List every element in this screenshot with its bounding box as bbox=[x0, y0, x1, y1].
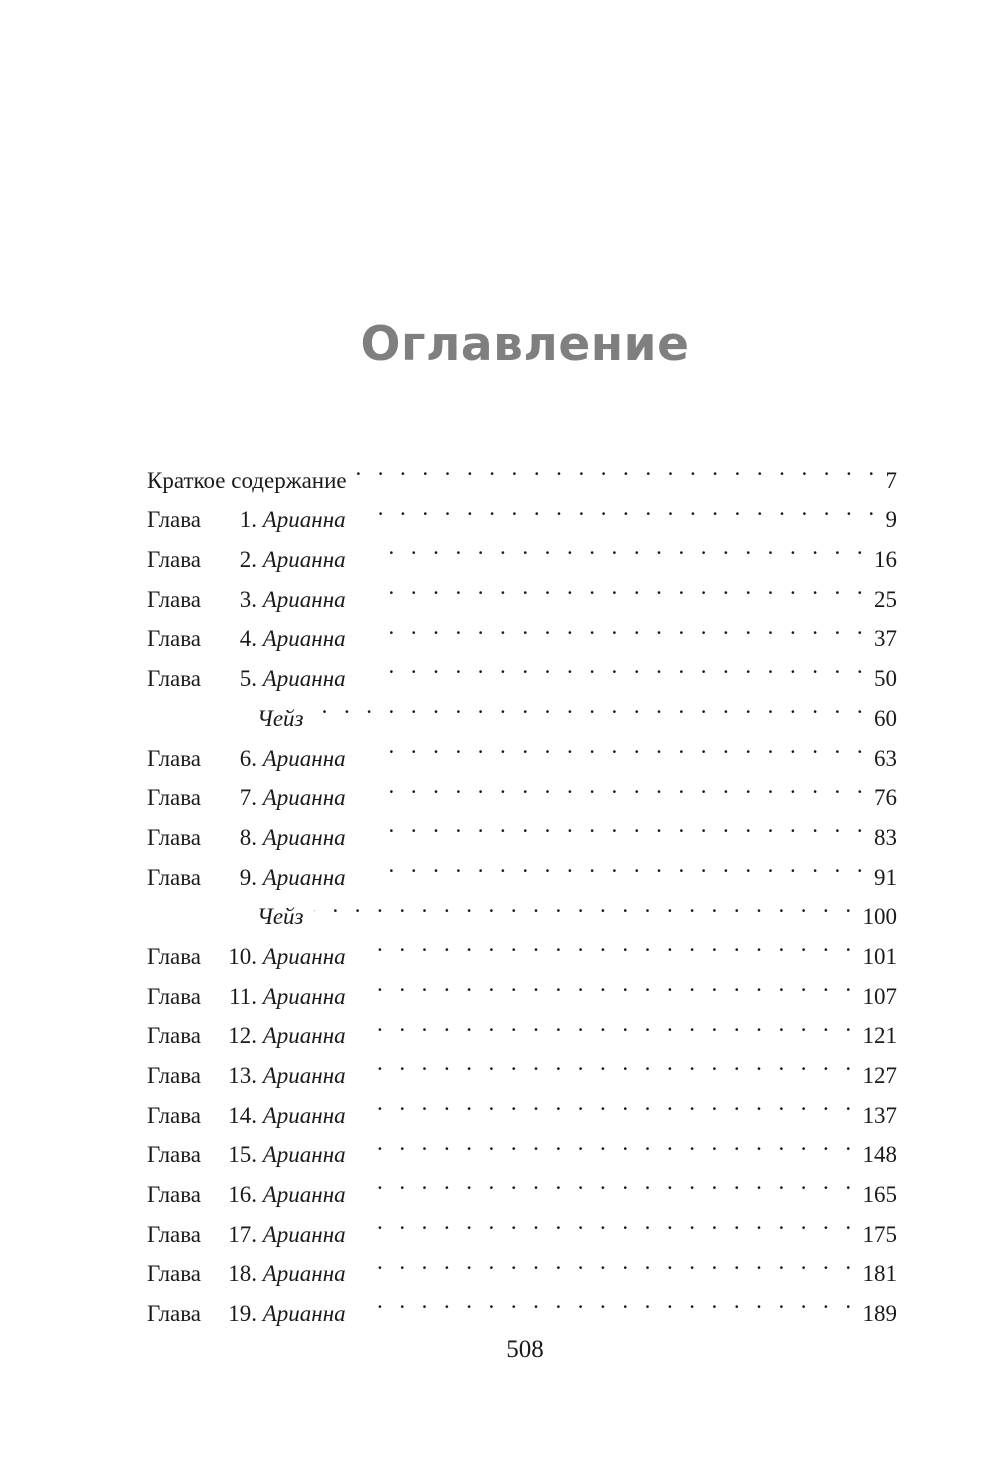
toc-page-number: 7 bbox=[885, 467, 897, 493]
chapter-word: Глава bbox=[147, 983, 202, 1009]
chapter-number: 6. bbox=[239, 745, 257, 771]
chapter-word: Глава bbox=[147, 586, 202, 612]
chapter-narrator: Арианна bbox=[262, 983, 346, 1009]
chapter-number: 11. bbox=[229, 983, 257, 1009]
chapter-word: Глава bbox=[147, 1102, 202, 1128]
toc-entry-title bbox=[147, 619, 365, 659]
toc-page-number: 83 bbox=[874, 824, 897, 850]
toc-entry-title bbox=[147, 1016, 365, 1056]
chapter-word: Глава bbox=[147, 626, 202, 652]
page-number: 508 bbox=[506, 1336, 544, 1363]
chapter-number: 15. bbox=[228, 1142, 257, 1168]
chapter-narrator: Арианна bbox=[262, 1142, 346, 1168]
toc-page-number: 9 bbox=[885, 507, 897, 533]
toc-page-number: 137 bbox=[862, 1102, 897, 1128]
toc-entry-title bbox=[147, 739, 365, 779]
chapter-number: 19. bbox=[228, 1301, 257, 1327]
chapter-number: 17. bbox=[228, 1221, 257, 1247]
chapter-number: 2. bbox=[239, 547, 257, 573]
chapter-narrator: Арианна bbox=[262, 824, 346, 850]
chapter-narrator: Арианна bbox=[262, 507, 346, 533]
chapter-number: 14. bbox=[228, 1102, 257, 1128]
chapter-number: 7. bbox=[239, 785, 257, 811]
dot-leader bbox=[375, 964, 857, 1004]
toc-page-number: 63 bbox=[874, 745, 897, 771]
dot-leader bbox=[375, 488, 880, 528]
toc-page-number: 101 bbox=[862, 943, 897, 969]
toc-entry-label: Краткое содержание bbox=[147, 467, 347, 493]
chapter-word: Глава bbox=[147, 1142, 202, 1168]
dot-leader bbox=[375, 1043, 857, 1083]
toc-entry-title bbox=[147, 937, 365, 977]
toc-page-number: 121 bbox=[862, 1023, 897, 1049]
chapter-word: Глава bbox=[147, 1301, 202, 1327]
chapter-word: Глава bbox=[147, 547, 202, 573]
toc-page-number: 181 bbox=[862, 1261, 897, 1287]
toc-entry-title bbox=[147, 500, 365, 540]
dot-leader bbox=[375, 766, 868, 806]
dot-leader bbox=[314, 686, 868, 726]
chapter-narrator: Арианна bbox=[262, 1301, 346, 1327]
chapter-number: 3. bbox=[239, 586, 257, 612]
chapter-number: 1. bbox=[239, 507, 257, 533]
toc-page-number: 16 bbox=[874, 547, 897, 573]
toc-entry bbox=[147, 448, 897, 493]
toc-entry-title bbox=[147, 1175, 365, 1215]
chapter-word: Глава bbox=[147, 785, 202, 811]
toc-page-number: 148 bbox=[862, 1142, 897, 1168]
toc-entry-title bbox=[147, 897, 304, 937]
chapter-number: 13. bbox=[228, 1063, 257, 1088]
chapter-word: Глава bbox=[147, 1261, 202, 1287]
chapter-narrator: Арианна bbox=[262, 586, 346, 612]
toc-entry-title bbox=[147, 1215, 365, 1255]
toc-entry-title bbox=[147, 977, 365, 1017]
toc-page-number: 189 bbox=[862, 1301, 897, 1327]
toc-entry-title bbox=[147, 1294, 365, 1334]
chapter-narrator: Арианна bbox=[262, 745, 346, 771]
toc-page-number: 25 bbox=[874, 586, 897, 612]
chapter-narrator: Арианна bbox=[262, 626, 346, 652]
chapter-narrator: Чейз bbox=[257, 705, 304, 731]
toc-entry-title bbox=[147, 778, 365, 818]
chapter-narrator: Чейз bbox=[257, 904, 304, 930]
table-of-contents bbox=[147, 448, 897, 1327]
dot-leader bbox=[375, 845, 868, 885]
chapter-number: 10. bbox=[228, 943, 257, 969]
dot-leader bbox=[375, 527, 868, 567]
chapter-narrator: Арианна bbox=[262, 943, 346, 969]
dot-leader bbox=[314, 885, 857, 925]
dot-leader bbox=[375, 1202, 857, 1242]
dot-leader bbox=[375, 646, 868, 686]
dot-leader bbox=[375, 726, 868, 766]
chapter-narrator: Арианна bbox=[262, 1182, 346, 1208]
toc-entry-title bbox=[147, 580, 365, 620]
chapter-narrator: Арианна bbox=[262, 785, 346, 811]
dot-leader bbox=[375, 1123, 857, 1163]
toc-page-number: 107 bbox=[862, 983, 897, 1009]
chapter-word: Глава bbox=[147, 1063, 202, 1088]
toc-entry-title bbox=[147, 1254, 365, 1294]
toc-entry-title bbox=[147, 1096, 365, 1136]
toc-page-number: 175 bbox=[862, 1221, 897, 1247]
chapter-number: 9. bbox=[239, 864, 257, 890]
chapter-narrator: Арианна bbox=[262, 666, 346, 692]
chapter-number: 5. bbox=[239, 666, 257, 692]
chapter-number: 4. bbox=[239, 626, 257, 652]
page-title: Оглавление bbox=[360, 317, 690, 372]
chapter-word: Глава bbox=[147, 1182, 202, 1208]
chapter-word: Глава bbox=[147, 745, 202, 771]
chapter-word: Глава bbox=[147, 943, 202, 969]
chapter-number: 12. bbox=[228, 1023, 257, 1049]
toc-entry-title bbox=[147, 818, 365, 858]
chapter-narrator: Арианна bbox=[262, 1261, 346, 1287]
chapter-word: Глава bbox=[147, 507, 202, 533]
toc-page-number: 100 bbox=[862, 904, 897, 930]
chapter-word: Глава bbox=[147, 824, 202, 850]
chapter-word: Глава bbox=[147, 1221, 202, 1247]
toc-entry-title bbox=[147, 461, 347, 501]
chapter-number: 18. bbox=[228, 1261, 257, 1287]
chapter-narrator: Арианна bbox=[262, 547, 346, 573]
chapter-number: 8. bbox=[239, 824, 257, 850]
toc-entry-title bbox=[147, 1056, 365, 1096]
chapter-word: Глава bbox=[147, 666, 202, 692]
dot-leader bbox=[375, 924, 857, 964]
chapter-narrator: Арианна bbox=[262, 1023, 346, 1049]
dot-leader bbox=[375, 1162, 857, 1202]
toc-page-number: 37 bbox=[874, 626, 897, 652]
toc-page-number: 50 bbox=[874, 666, 897, 692]
toc-page-number: 60 bbox=[874, 705, 897, 731]
chapter-narrator: Арианна bbox=[262, 1063, 346, 1088]
dot-leader bbox=[375, 607, 868, 647]
dot-leader bbox=[375, 1281, 857, 1321]
chapter-word: Глава bbox=[147, 864, 202, 890]
toc-page-number: 91 bbox=[874, 864, 897, 890]
chapter-narrator: Арианна bbox=[262, 1221, 346, 1247]
toc-page-number: 127 bbox=[862, 1063, 897, 1088]
dot-leader bbox=[375, 1242, 857, 1282]
toc-entry-title bbox=[147, 699, 304, 739]
dot-leader bbox=[357, 448, 880, 488]
toc-entry-title bbox=[147, 540, 365, 580]
toc-entry-title bbox=[147, 1135, 365, 1175]
dot-leader bbox=[375, 567, 868, 607]
toc-page-number: 165 bbox=[862, 1182, 897, 1208]
chapter-narrator: Арианна bbox=[262, 1102, 346, 1128]
chapter-word: Глава bbox=[147, 1023, 202, 1049]
dot-leader bbox=[375, 805, 868, 845]
chapter-number: 16. bbox=[228, 1182, 257, 1208]
toc-page-number: 76 bbox=[874, 785, 897, 811]
dot-leader bbox=[375, 1083, 857, 1123]
dot-leader bbox=[375, 1004, 857, 1044]
chapter-narrator: Арианна bbox=[262, 864, 346, 890]
